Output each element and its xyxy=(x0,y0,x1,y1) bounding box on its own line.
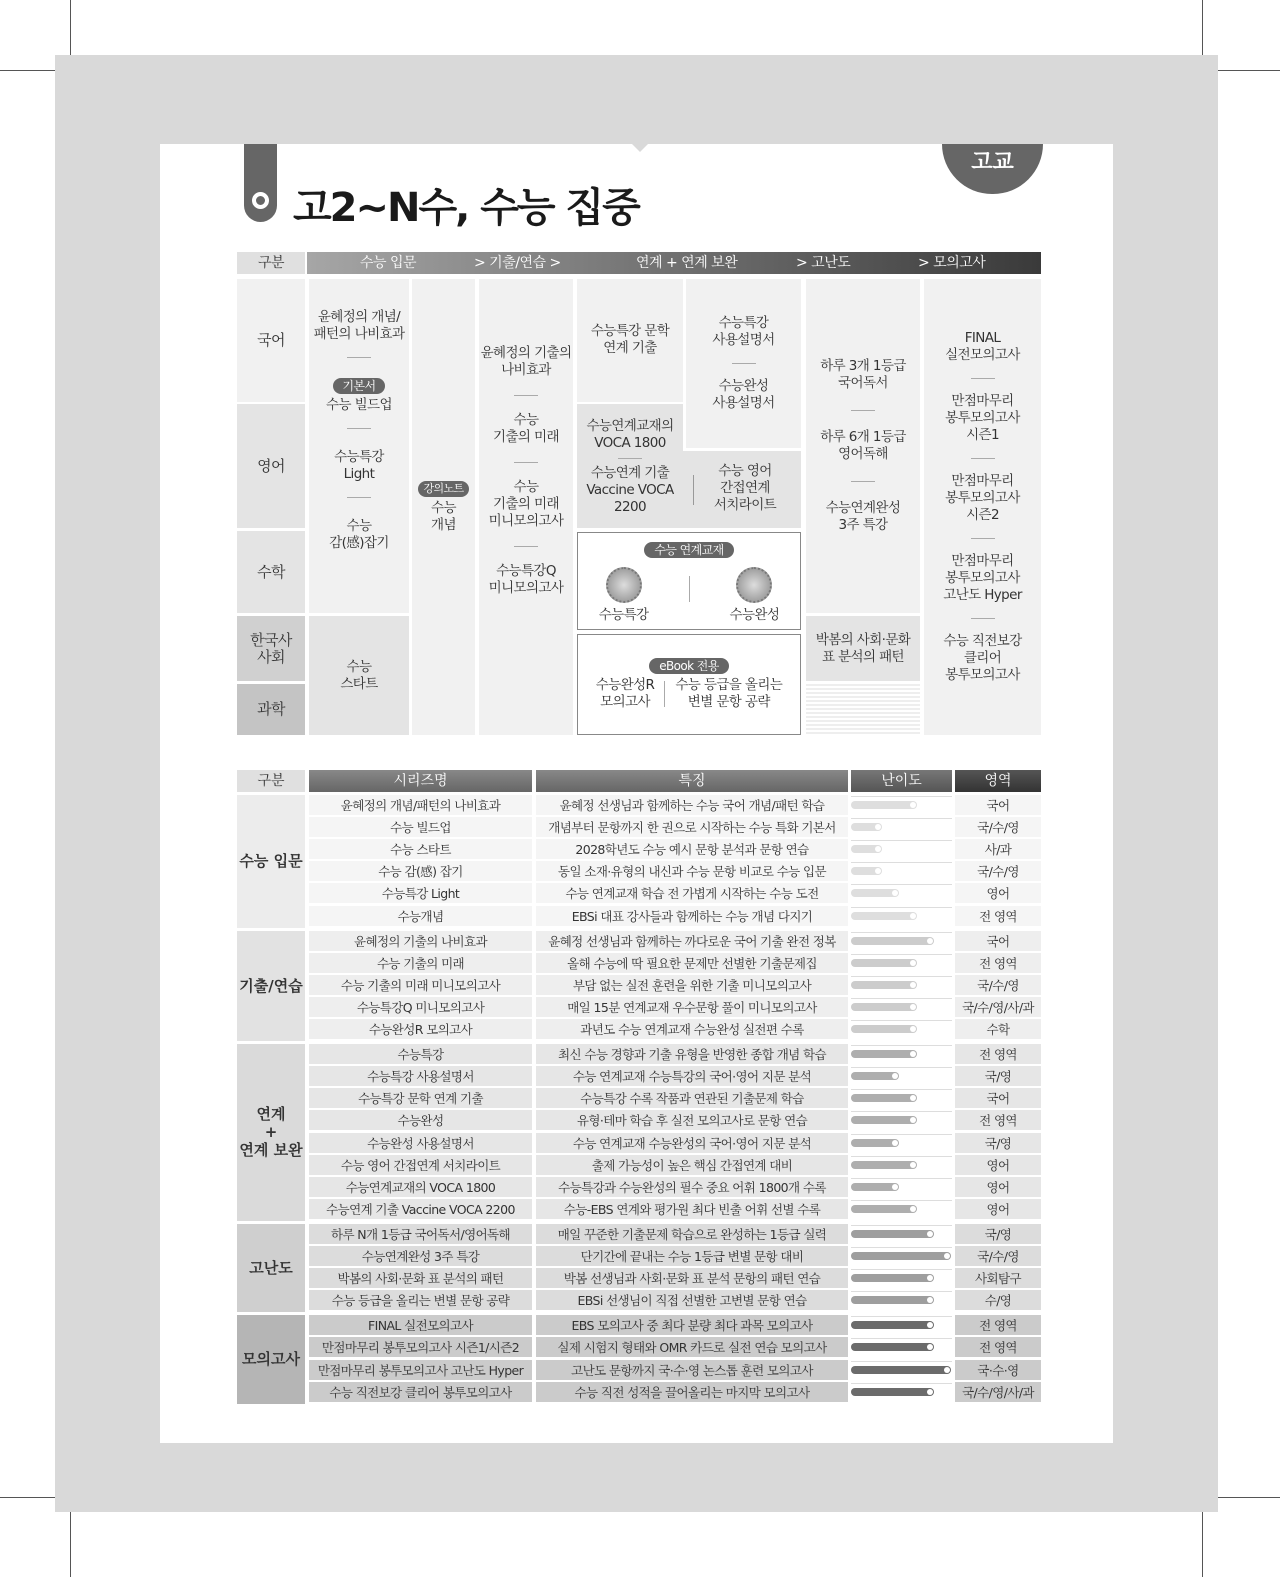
difficulty-dot xyxy=(927,1275,933,1281)
page-title: 고2~N수, 수능 집중 xyxy=(293,185,639,231)
difficulty-dot xyxy=(910,1026,916,1032)
crop-mark xyxy=(1218,1497,1280,1498)
series-name-cell: 수능연계교재의 VOCA 1800 xyxy=(309,1177,532,1198)
difficulty-track xyxy=(851,1111,952,1112)
area-cell: 국/영 xyxy=(955,1133,1041,1154)
textbook-item[interactable] xyxy=(599,561,649,624)
book-title[interactable]: 하루 3개 1등급 국어독서 xyxy=(820,358,906,391)
difficulty-track xyxy=(851,1316,952,1317)
divider xyxy=(732,363,756,364)
divider xyxy=(851,410,875,411)
difficulty-bar xyxy=(851,845,882,853)
guide-cell xyxy=(686,279,801,448)
certified-seal-icon xyxy=(606,567,642,603)
stage-hard: > 고난도 xyxy=(796,255,851,271)
area-cell: 국/수/영 xyxy=(955,817,1041,838)
divider xyxy=(514,546,538,547)
area-cell: 국/영 xyxy=(955,1224,1041,1245)
area-cell: 국/수/영 xyxy=(955,861,1041,882)
series-name-cell: 윤혜정의 개념/패턴의 나비효과 xyxy=(309,795,532,816)
area-cell: 국/수/영/사/과 xyxy=(955,997,1041,1018)
stage-intro: 수능 입문 xyxy=(360,255,417,271)
difficulty-dot xyxy=(944,1367,950,1373)
book-title[interactable]: 수능연계완성 3주 특강 xyxy=(825,500,901,533)
series-name-cell: 수능연계완성 3주 특강 xyxy=(309,1246,532,1267)
difficulty-dot xyxy=(910,1051,916,1057)
difficulty-track xyxy=(851,840,952,841)
difficulty-dot xyxy=(927,1231,933,1237)
feature-cell: 수능-EBS 연계와 평가원 최다 빈출 어휘 선별 수록 xyxy=(536,1199,848,1220)
series-name-cell: 수능완성 사용설명서 xyxy=(309,1133,532,1154)
area-cell: 국/수/영 xyxy=(955,975,1041,996)
difficulty-bar xyxy=(851,1274,934,1282)
difficulty-bar xyxy=(851,959,917,967)
feature-cell: 올해 수능에 딱 필요한 문제만 선별한 기출문제집 xyxy=(536,953,848,974)
series-name-cell: 박봄의 사회·문화 표 분석의 패턴 xyxy=(309,1268,532,1289)
feature-cell: 고난도 문항까지 국·수·영 논스톱 훈련 모의고사 xyxy=(536,1360,848,1381)
crop-mark xyxy=(1202,0,1203,55)
mock-column xyxy=(924,279,1041,735)
feature-cell: EBS 모의고사 중 최다 분량 최다 과목 모의고사 xyxy=(536,1315,848,1336)
book-title: 수능완성 xyxy=(729,607,780,623)
feature-cell: 매일 15분 연계교재 우수문항 풀이 미니모의고사 xyxy=(536,997,848,1018)
feature-cell: EBSi 선생님이 직접 선별한 고변별 문항 연습 xyxy=(536,1290,848,1311)
group-label: 수능 입문 xyxy=(237,795,305,928)
book-title[interactable]: 수능 기출의 미래 xyxy=(493,412,559,445)
crop-mark xyxy=(0,1497,55,1498)
series-name-cell: 수능 빌드업 xyxy=(309,817,532,838)
divider xyxy=(347,428,371,429)
stage-linked: 연계 + 연계 보완 xyxy=(636,255,738,271)
feature-cell: 단기간에 끝내는 수능 1등급 변별 문항 대비 xyxy=(536,1246,848,1267)
difficulty-dot xyxy=(910,1162,916,1168)
difficulty-bar xyxy=(851,1139,899,1147)
divider xyxy=(693,475,694,505)
difficulty-track xyxy=(851,1156,952,1157)
difficulty-dot xyxy=(892,1140,898,1146)
difficulty-bar xyxy=(851,1025,917,1033)
book-title[interactable]: 만점마무리 봉투모의고사 고난도 Hyper xyxy=(943,553,1022,603)
book-title[interactable]: 만점마무리 봉투모의고사 시즌1 xyxy=(945,393,1020,443)
hard-column xyxy=(806,279,920,613)
difficulty-dot xyxy=(875,846,881,852)
book-title[interactable]: 수능 직전보강 클리어 봉투모의고사 xyxy=(943,633,1022,683)
book-title[interactable]: 수능 등급을 올리는 변별 문항 공략 xyxy=(675,677,783,710)
crop-mark xyxy=(1218,70,1280,71)
difficulty-bar xyxy=(851,1183,899,1191)
book-title[interactable]: 하루 6개 1등급 영어독해 xyxy=(820,429,906,462)
divider xyxy=(851,481,875,482)
difficulty-bar xyxy=(851,1072,899,1080)
feature-cell: 수능 연계교재 수능완성의 국어·영어 지문 분석 xyxy=(536,1133,848,1154)
difficulty-track xyxy=(851,1225,952,1226)
difficulty-bar xyxy=(851,1343,934,1351)
series-name-cell: 수능 감(感) 잡기 xyxy=(309,861,532,882)
series-name-cell: 수능개념 xyxy=(309,906,532,927)
difficulty-track xyxy=(851,818,952,819)
difficulty-dot xyxy=(892,1073,898,1079)
difficulty-track xyxy=(851,998,952,999)
difficulty-track xyxy=(851,862,952,863)
book-title[interactable]: 수능 빌드업 xyxy=(326,397,392,413)
difficulty-track xyxy=(851,884,952,885)
column-header-feature: 특징 xyxy=(536,770,848,792)
difficulty-track xyxy=(851,1269,952,1270)
book-title[interactable]: 수능 개념 xyxy=(431,499,456,533)
difficulty-dot xyxy=(910,1004,916,1010)
difficulty-track xyxy=(851,1200,952,1201)
feature-cell: 수능 직전 성적을 끌어올리는 마지막 모의고사 xyxy=(536,1382,848,1403)
difficulty-track xyxy=(851,1134,952,1135)
series-name-cell: 수능특강 문학 연계 기출 xyxy=(309,1088,532,1109)
feature-cell: 개념부터 문항까지 한 권으로 시작하는 수능 특화 기본서 xyxy=(536,817,848,838)
difficulty-bar xyxy=(851,1296,934,1304)
difficulty-dot xyxy=(927,1389,933,1395)
book-title[interactable]: 박봄의 사회·문화 표 분석의 패턴 xyxy=(806,616,920,681)
voca-list xyxy=(577,408,683,526)
area-cell: 영어 xyxy=(955,1177,1041,1198)
difficulty-track xyxy=(851,1338,952,1339)
difficulty-bar xyxy=(851,1161,917,1169)
series-name-cell: 수능 등급을 올리는 변별 문항 공략 xyxy=(309,1290,532,1311)
intro-column xyxy=(309,279,409,613)
area-cell: 전 영역 xyxy=(955,1110,1041,1131)
difficulty-track xyxy=(851,1045,952,1046)
roadmap-header-category: 구분 xyxy=(237,252,305,274)
school-level-badge: 고교 xyxy=(942,144,1043,194)
book-title[interactable]: 윤혜정의 기출의 나비효과 xyxy=(480,345,572,378)
difficulty-dot xyxy=(927,1322,933,1328)
difficulty-track xyxy=(851,1020,952,1021)
group-label: 연계 + 연계 보완 xyxy=(237,1044,305,1221)
area-cell: 전 영역 xyxy=(955,1044,1041,1065)
difficulty-dot xyxy=(875,824,881,830)
difficulty-bar xyxy=(851,1050,917,1058)
feature-cell: 수능특강 수록 작품과 연관된 기출문제 학습 xyxy=(536,1088,848,1109)
area-cell: 수/영 xyxy=(955,1290,1041,1311)
textbook-item[interactable] xyxy=(730,561,780,624)
difficulty-bar xyxy=(851,1230,934,1238)
difficulty-dot xyxy=(910,982,916,988)
divider xyxy=(514,462,538,463)
series-name-cell: FINAL 실전모의고사 xyxy=(309,1315,532,1336)
area-cell: 국어 xyxy=(955,795,1041,816)
difficulty-dot xyxy=(910,913,916,919)
book-title[interactable]: 만점마무리 봉투모의고사 시즌2 xyxy=(945,473,1020,523)
series-name-cell: 하루 N개 1등급 국어독서/영어독해 xyxy=(309,1224,532,1245)
lecture-column xyxy=(412,279,475,735)
area-cell: 전 영역 xyxy=(955,1315,1041,1336)
difficulty-track xyxy=(851,1067,952,1068)
feature-cell: 실제 시험지 형태와 OMR 카드로 실전 연습 모의고사 xyxy=(536,1337,848,1358)
book-title[interactable]: 수능 기출의 미래 미니모의고사 xyxy=(488,479,564,529)
book-title[interactable]: 수능특강 문학 연계 기출 xyxy=(577,279,683,402)
certified-seal-icon xyxy=(736,567,772,603)
area-cell: 사회탐구 xyxy=(955,1268,1041,1289)
divider xyxy=(664,681,665,707)
book-title[interactable]: 수능특강 사용설명서 xyxy=(712,315,775,348)
divider xyxy=(347,357,371,358)
series-name-cell: 수능완성 xyxy=(309,1110,532,1131)
series-name-cell: 수능특강 사용설명서 xyxy=(309,1066,532,1087)
difficulty-track xyxy=(851,1291,952,1292)
difficulty-track xyxy=(851,954,952,955)
feature-cell: 최신 수능 경향과 기출 유형을 반영한 종합 개념 학습 xyxy=(536,1044,848,1065)
group-label: 기출/연습 xyxy=(237,931,305,1042)
difficulty-bar xyxy=(851,889,899,897)
book-title[interactable]: FINAL 실전모의고사 xyxy=(945,330,1020,363)
series-name-cell: 수능특강Q 미니모의고사 xyxy=(309,997,532,1018)
divider xyxy=(347,497,371,498)
subject-history-social: 한국사 사회 xyxy=(237,616,305,681)
difficulty-track xyxy=(851,796,952,797)
divider xyxy=(971,538,995,539)
difficulty-bar xyxy=(851,1094,917,1102)
feature-cell: 수능 연계교재 학습 전 가볍게 시작하는 수능 도전 xyxy=(536,883,848,904)
area-cell: 국/수/영/사/과 xyxy=(955,1382,1041,1403)
series-name-cell: 윤혜정의 기출의 나비효과 xyxy=(309,931,532,952)
series-name-cell: 수능 기출의 미래 xyxy=(309,953,532,974)
series-name-cell: 수능 영어 간접연계 서치라이트 xyxy=(309,1155,532,1176)
ebook-tag: eBook 전용 xyxy=(649,658,728,674)
gichul-column xyxy=(479,279,573,735)
difficulty-track xyxy=(851,1178,952,1179)
difficulty-track xyxy=(851,1089,952,1090)
feature-cell: 윤혜정 선생님과 함께하는 수능 국어 개념/패턴 학습 xyxy=(536,795,848,816)
difficulty-dot xyxy=(944,1253,950,1259)
feature-cell: 박봄 선생님과 사회·문화 표 분석 문항의 패턴 연습 xyxy=(536,1268,848,1289)
difficulty-track xyxy=(851,1247,952,1248)
difficulty-dot xyxy=(927,1344,933,1350)
area-cell: 수학 xyxy=(955,1019,1041,1040)
stage-mock: > 모의고사 xyxy=(918,255,986,271)
series-name-cell: 만점마무리 봉투모의고사 고난도 Hyper xyxy=(309,1360,532,1381)
divider xyxy=(689,576,690,602)
book-title[interactable]: 수능완성 사용설명서 xyxy=(712,378,775,411)
area-cell: 전 영역 xyxy=(955,953,1041,974)
difficulty-dot xyxy=(910,1117,916,1123)
series-name-cell: 수능 기출의 미래 미니모의고사 xyxy=(309,975,532,996)
divider xyxy=(514,395,538,396)
book-title[interactable]: 수능연계교재의 VOCA 1800 xyxy=(586,418,674,451)
divider xyxy=(971,458,995,459)
difficulty-bar xyxy=(851,801,917,809)
series-name-cell: 수능특강 xyxy=(309,1044,532,1065)
difficulty-bar xyxy=(851,912,917,920)
difficulty-bar xyxy=(851,981,917,989)
linked-textbook-tag: 수능 연계교재 xyxy=(644,542,733,558)
linked-textbook-box xyxy=(577,532,801,630)
difficulty-bar xyxy=(851,867,882,875)
difficulty-dot xyxy=(910,960,916,966)
ebook-box xyxy=(577,634,801,735)
divider xyxy=(971,618,995,619)
area-cell: 영어 xyxy=(955,1155,1041,1176)
subject-science: 과학 xyxy=(237,684,305,735)
crop-mark xyxy=(70,1512,71,1577)
feature-cell: 윤혜정 선생님과 함께하는 까다로운 국어 기출 완전 정복 xyxy=(536,931,848,952)
area-cell: 국/수/영 xyxy=(955,1246,1041,1267)
column-header-category: 구분 xyxy=(237,770,305,792)
book-title[interactable]: 수능특강 Light xyxy=(334,449,384,482)
difficulty-bar xyxy=(851,1388,934,1396)
difficulty-dot xyxy=(910,1206,916,1212)
basic-book-tag: 기본서 xyxy=(333,378,386,394)
difficulty-dot xyxy=(892,1184,898,1190)
difficulty-dot xyxy=(927,1297,933,1303)
book-title[interactable]: 수능연계 기출 Vaccine VOCA 2200 xyxy=(586,465,674,515)
difficulty-bar xyxy=(851,1252,951,1260)
feature-cell: 수능 연계교재 수능특강의 국어·영어 지문 분석 xyxy=(536,1066,848,1087)
difficulty-track xyxy=(851,1383,952,1384)
subject-korean: 국어 xyxy=(237,279,305,402)
difficulty-dot xyxy=(927,938,933,944)
area-cell: 국어 xyxy=(955,931,1041,952)
difficulty-track xyxy=(851,1361,952,1362)
difficulty-track xyxy=(851,907,952,908)
crop-mark xyxy=(70,0,71,55)
area-cell: 전 영역 xyxy=(955,906,1041,927)
divider xyxy=(971,378,995,379)
book-title[interactable]: 수능 감(感)잡기 xyxy=(329,518,389,551)
crop-mark xyxy=(1202,1512,1203,1577)
book-title[interactable]: 수능특강Q 미니모의고사 xyxy=(488,563,564,596)
lecture-note-tag: 강의노트 xyxy=(418,481,468,497)
divider xyxy=(618,458,642,459)
book-title[interactable]: 수능 영어 간접연계 서치라이트 xyxy=(713,462,777,513)
striped-empty-cell xyxy=(806,684,920,735)
difficulty-dot xyxy=(892,890,898,896)
feature-cell: 출제 가능성이 높은 핵심 간접연계 대비 xyxy=(536,1155,848,1176)
section-tab-icon xyxy=(244,144,277,222)
feature-cell: 매일 꾸준한 기출문제 학습으로 완성하는 1등급 실력 xyxy=(536,1224,848,1245)
difficulty-bar xyxy=(851,937,934,945)
difficulty-track xyxy=(851,976,952,977)
area-cell: 국어 xyxy=(955,1088,1041,1109)
feature-cell: 유형·테마 학습 후 실전 모의고사로 문항 연습 xyxy=(536,1110,848,1131)
feature-cell: 2028학년도 수능 예시 문항 분석과 문항 연습 xyxy=(536,839,848,860)
book-title[interactable]: 윤혜정의 개념/ 패턴의 나비효과 xyxy=(313,309,405,342)
difficulty-bar xyxy=(851,1205,917,1213)
book-title[interactable]: 수능완성R 모의고사 xyxy=(595,677,655,710)
subject-math: 수학 xyxy=(237,531,305,613)
difficulty-dot xyxy=(875,868,881,874)
series-name-cell: 만점마무리 봉투모의고사 시즌1/시즌2 xyxy=(309,1337,532,1358)
feature-cell: 과년도 수능 연계교재 수능완성 실전편 수록 xyxy=(536,1019,848,1040)
column-header-area: 영역 xyxy=(955,770,1041,792)
stage-gichul: > 기출/연습 > xyxy=(474,255,561,271)
series-name-cell: 수능 스타트 xyxy=(309,839,532,860)
area-cell: 사/과 xyxy=(955,839,1041,860)
series-name-cell: 수능특강 Light xyxy=(309,883,532,904)
area-cell: 국/영 xyxy=(955,1066,1041,1087)
feature-cell: 수능특강과 수능완성의 필수 중요 어휘 1800개 수록 xyxy=(536,1177,848,1198)
book-title: 수능특강 xyxy=(598,607,649,623)
series-name-cell: 수능완성R 모의고사 xyxy=(309,1019,532,1040)
crop-mark xyxy=(0,70,55,71)
area-cell: 영어 xyxy=(955,1199,1041,1220)
column-header-difficulty: 난이도 xyxy=(851,770,952,792)
subject-english: 영어 xyxy=(237,404,305,528)
difficulty-dot xyxy=(910,1095,916,1101)
difficulty-bar xyxy=(851,1003,917,1011)
feature-cell: EBSi 대표 강사들과 함께하는 수능 개념 다지기 xyxy=(536,906,848,927)
column-header-series: 시리즈명 xyxy=(309,770,532,792)
group-label: 고난도 xyxy=(237,1224,305,1312)
group-label: 모의고사 xyxy=(237,1315,305,1403)
feature-cell: 부담 없는 실전 훈련을 위한 기출 미니모의고사 xyxy=(536,975,848,996)
difficulty-bar xyxy=(851,1321,934,1329)
series-name-cell: 수능연계 기출 Vaccine VOCA 2200 xyxy=(309,1199,532,1220)
area-cell: 영어 xyxy=(955,883,1041,904)
difficulty-bar xyxy=(851,1116,917,1124)
difficulty-bar xyxy=(851,1366,951,1374)
difficulty-dot xyxy=(910,802,916,808)
area-cell: 전 영역 xyxy=(955,1337,1041,1358)
series-name-cell: 수능 직전보강 클리어 봉투모의고사 xyxy=(309,1382,532,1403)
difficulty-track xyxy=(851,932,952,933)
difficulty-bar xyxy=(851,823,882,831)
area-cell: 국·수·영 xyxy=(955,1360,1041,1381)
book-title[interactable]: 수능 스타트 xyxy=(309,616,409,735)
feature-cell: 동일 소재·유형의 내신과 수능 문항 비교로 수능 입문 xyxy=(536,861,848,882)
